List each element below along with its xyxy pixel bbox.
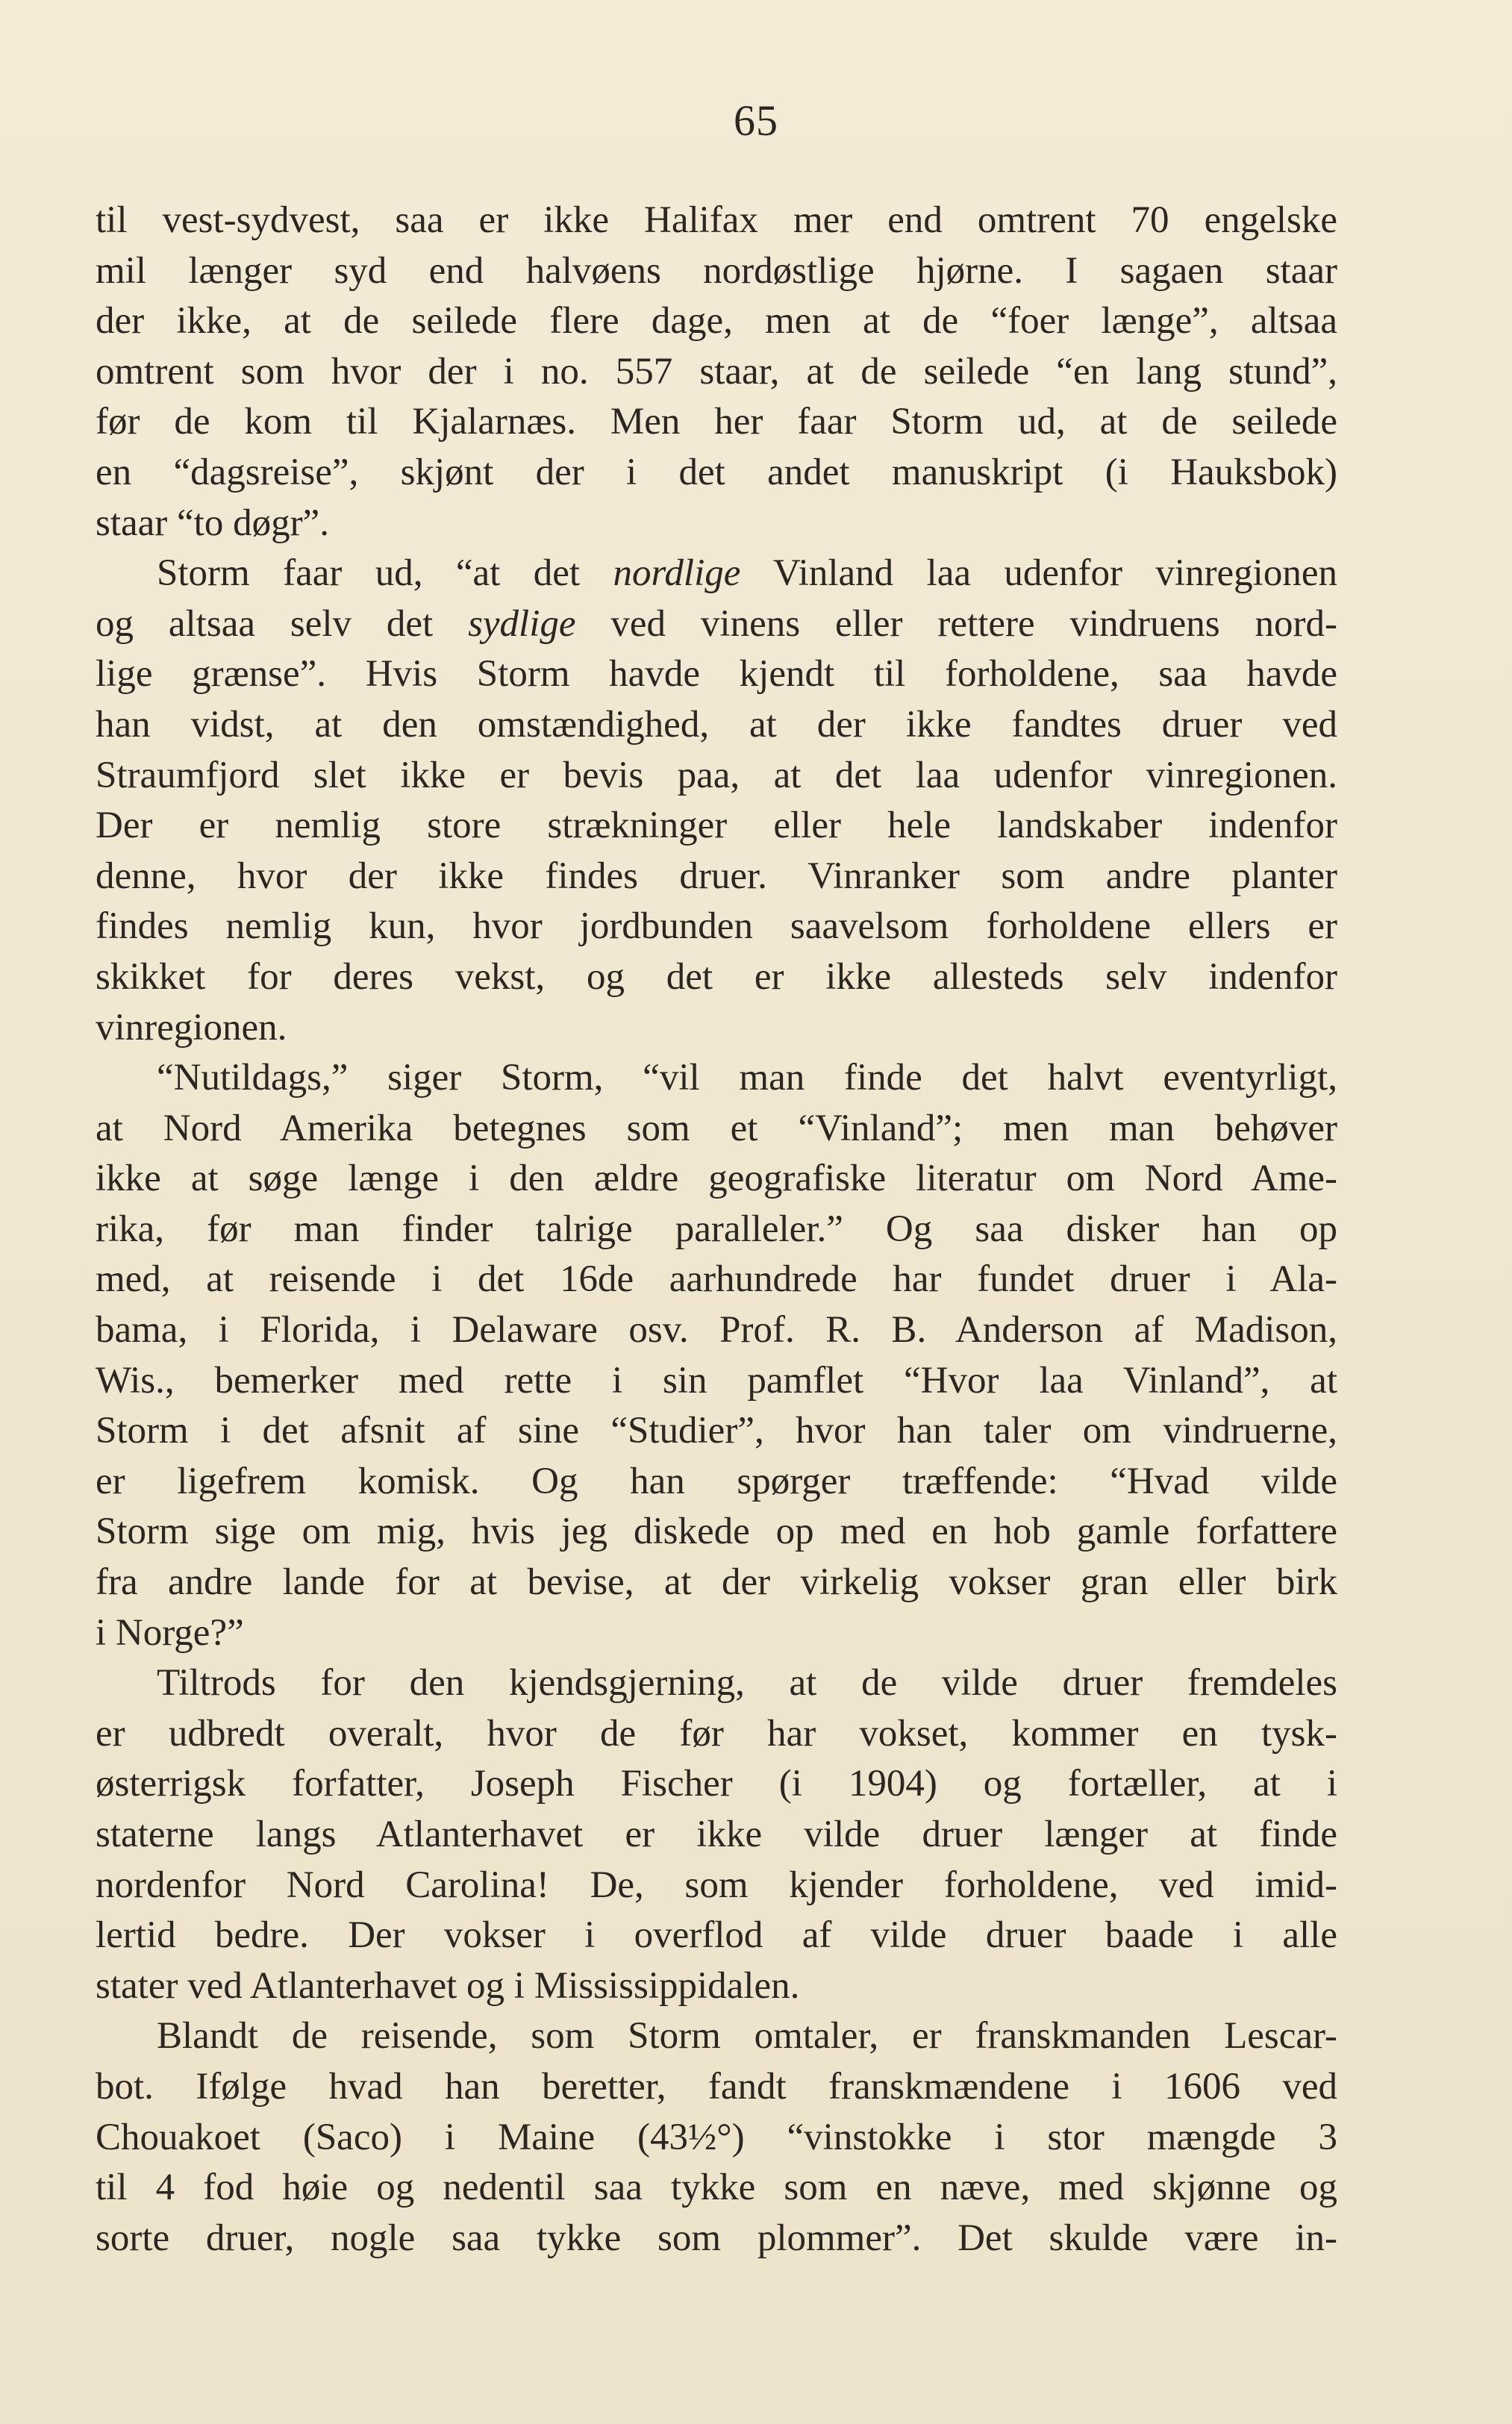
text-line: Wis., bemerker med rette i sin pamflet “Hvor laa Vinland”, at xyxy=(96,1359,1337,1402)
text-line: rika, før man finder talrige paralleler.” Og saa disker han op xyxy=(96,1208,1337,1250)
text-line: skikket for deres vekst, og det er ikke allesteds selv indenfor xyxy=(96,955,1337,998)
text-line: vinregionen. xyxy=(96,1006,287,1049)
text-line: bama, i Florida, i Delaware osv. Prof. R. B. Anderson af Madison, xyxy=(96,1309,1337,1352)
text-line: bot. Ifølge hvad han beretter, fandt franskmændene i 1606 ved xyxy=(96,2065,1337,2108)
text-line: mil længer syd end halvøens nordøstlige hjørne. I sagaen staar xyxy=(96,249,1337,292)
text-line: staar “to døgr”. xyxy=(96,502,329,544)
text-line: nordenfor Nord Carolina! De, som kjender forholdene, ved imid- xyxy=(96,1864,1337,1906)
text-line: i Norge?” xyxy=(96,1611,244,1654)
text-line: Blandt de reisende, som Storm omtaler, er franskmanden Lescar- xyxy=(157,2015,1337,2058)
text-segment: Storm faar ud, “at det xyxy=(157,552,613,595)
text-line: denne, hvor der ikke findes druer. Vinranker som andre planter xyxy=(96,855,1337,897)
text-line: med, at reisende i det 16de aarhundrede har fundet druer i Ala- xyxy=(96,1258,1337,1301)
text-segment: og altsaa selv det xyxy=(96,602,469,645)
text-line: stater ved Atlanterhavet og i Mississippidalen. xyxy=(96,1964,800,2007)
text-line: staterne langs Atlanterhavet er ikke vilde druer længer at finde xyxy=(96,1814,1337,1855)
text-segment: ved vinens eller rettere vindruens nord- xyxy=(575,602,1337,645)
text-line: er udbredt overalt, hvor de før har vokset, kommer en tysk- xyxy=(96,1712,1337,1755)
italic-word: sydlige xyxy=(468,602,576,645)
text-line: er ligefrem komisk. Og han spørger træffende: “Hvad vilde xyxy=(96,1460,1337,1502)
text-line: Storm i det afsnit af sine “Studier”, hvor han taler om vindruerne, xyxy=(96,1410,1337,1452)
text-line: til vest-sydvest, saa er ikke Halifax mer end omtrent 70 engelske xyxy=(96,199,1337,241)
text-line: ikke at søge længe i den ældre geografiske literatur om Nord Ame- xyxy=(96,1158,1337,1200)
text-segment: Vinland laa udenfor vinregionen xyxy=(740,552,1337,595)
text-line: østerrigsk forfatter, Joseph Fischer (i 1904) og fortæller, at i xyxy=(96,1763,1337,1805)
text-line: sorte druer, nogle saa tykke som plommer”. Det skulde være in- xyxy=(96,2217,1337,2259)
text-line: lertid bedre. Der vokser i overflod af vilde druer baade i alle xyxy=(96,1914,1337,1957)
text-line: findes nemlig kun, hvor jordbunden saavelsom forholdene ellers er xyxy=(96,905,1337,948)
text-line xyxy=(96,599,1337,650)
text-line: fra andre lande for at bevise, at der virkelig vokser gran eller birk xyxy=(96,1561,1337,1604)
text-line: til 4 fod høie og nedentil saa tykke som en næve, med skjønne og xyxy=(96,2167,1337,2209)
text-line: lige grænse”. Hvis Storm havde kjendt til forholdene, saa havde xyxy=(96,653,1337,696)
text-line: at Nord Amerika betegnes som et “Vinland”; men man behøver xyxy=(96,1107,1337,1149)
text-line: Chouakoet (Saco) i Maine (43½°) “vinstokke i stor mængde 3 xyxy=(96,2116,1337,2158)
italic-word: nordlige xyxy=(613,552,741,595)
text-line: en “dagsreise”, skjønt der i det andet manuskript (i Hauksbok) xyxy=(96,451,1337,493)
text-line: Der er nemlig store strækninger eller hele landskaber indenfor xyxy=(96,805,1337,847)
text-line xyxy=(96,549,1337,599)
text-line: før de kom til Kjalarnæs. Men her faar Storm ud, at de seilede xyxy=(96,401,1337,443)
text-line: Straumfjord slet ikke er bevis paa, at det laa udenfor vinregionen. xyxy=(96,754,1337,796)
text-line: han vidst, at den omstændighed, at der ikke fandtes druer ved xyxy=(96,703,1337,746)
text-line: omtrent som hvor der i no. 557 staar, at de seilede “en lang stund”, xyxy=(96,350,1337,393)
text-line: der ikke, at de seilede flere dage, men at de “foer længe”, altsaa xyxy=(96,300,1337,343)
body-text xyxy=(96,196,1337,2264)
page-number: 65 xyxy=(734,96,778,145)
text-line: “Nutildags,” siger Storm, “vil man finde det halvt eventyrligt, xyxy=(157,1057,1337,1099)
text-line: Storm sige om mig, hvis jeg diskede op med en hob gamle forfattere xyxy=(96,1511,1337,1553)
text-line: Tiltrods for den kjendsgjerning, at de vilde druer fremdeles xyxy=(157,1662,1337,1705)
